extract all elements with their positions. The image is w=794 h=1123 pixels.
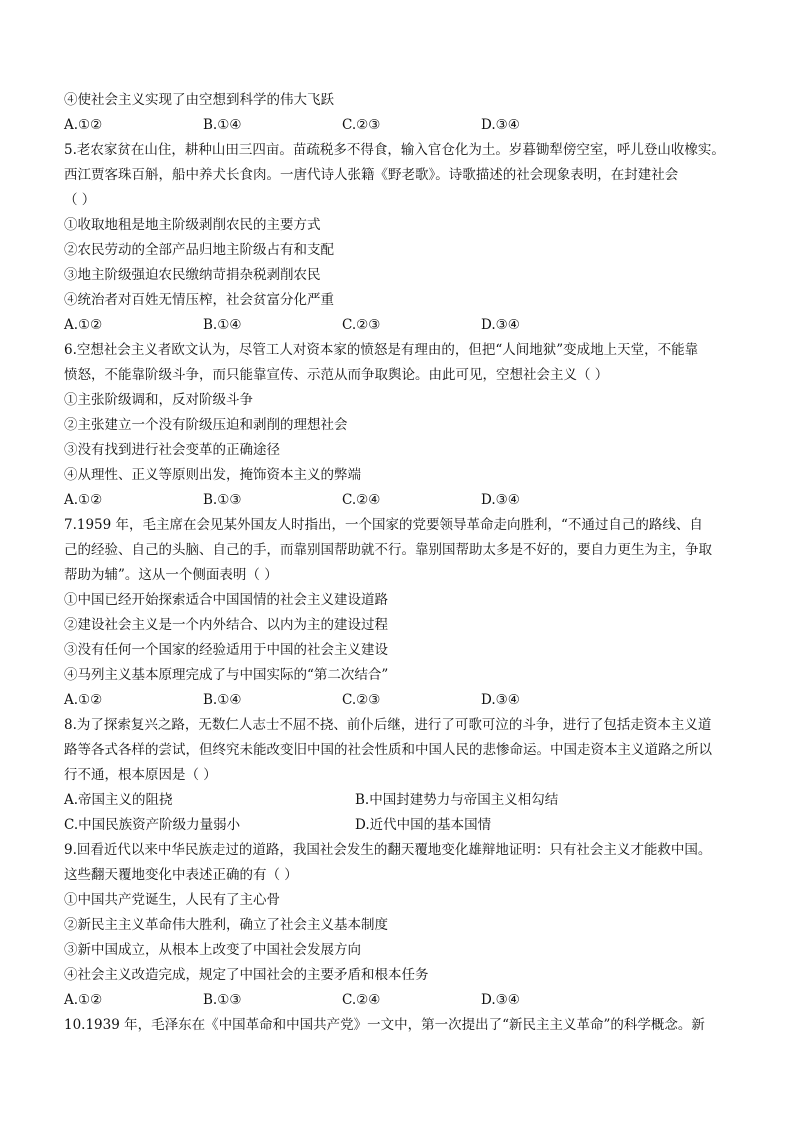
q9-option-c: C.②④ (342, 992, 381, 1008)
q9-item-1: ①中国共产党诞生，人民有了主心骨 (64, 892, 280, 908)
q6-stem-line-2: 愤怒，不能靠阶级斗争，而只能靠宣传、示范从而争取舆论。由此可见，空想社会主义（ ） (64, 367, 609, 383)
q9-item-4: ④社会主义改造完成，规定了中国社会的主要矛盾和根本任务 (64, 967, 429, 983)
q7-options (64, 688, 754, 713)
q4-option-d: D.③④ (481, 117, 520, 133)
q7-item-4: ④马列主义基本原理完成了与中国实际的“第二次结合” (64, 667, 389, 683)
q10-stem-line-1: 10.1939 年，毛泽东在《中国革命和中国共产党》一文中，第一次提出了“新民主主义革命”的科学概念。新 (64, 1017, 705, 1033)
q7-item-1: ①中国已经开始探索适合中国国情的社会主义建设道路 (64, 592, 388, 608)
q4-item-4: ④使社会主义实现了由空想到科学的伟大飞跃 (64, 92, 334, 108)
q9-option-a: A.①② (64, 992, 103, 1008)
q7-item-2: ②建设社会主义是一个内外结合、以内为主的建设过程 (64, 617, 388, 633)
q8-stem-line-1: 8.为了探索复兴之路，无数仁人志士不屈不挠、前仆后继，进行了可歌可泣的斗争，进行了包括走资本主义道 (64, 717, 712, 733)
q5-item-1: ①收取地租是地主阶级剥削农民的主要方式 (64, 217, 321, 233)
q6-option-b: B.①③ (203, 492, 242, 508)
q9-item-3: ③新中国成立，从根本上改变了中国社会发展方向 (64, 942, 361, 958)
q7-stem-line-2: 己的经验、自己的头脑、自己的手，而靠别国帮助就不行。靠别国帮助太多是不好的，要自力更生为主，争取 (64, 542, 712, 558)
q4-option-c: C.②③ (342, 117, 381, 133)
q5-item-2: ②农民劳动的全部产品归地主阶级占有和支配 (64, 242, 334, 258)
q7-stem-line-3: 帮助为辅”。这从一个侧面表明（ ） (64, 567, 278, 583)
q5-option-a: A.①② (64, 317, 103, 333)
q8-stem-line-3: 行不通，根本原因是（ ） (64, 767, 217, 783)
q9-stem-line-2: 这些翻天覆地变化中表述正确的有（ ） (64, 867, 298, 883)
q4-option-b: B.①④ (203, 117, 242, 133)
q8-options-row-2 (64, 813, 754, 838)
q5-option-b: B.①④ (203, 317, 242, 333)
q6-item-2: ②主张建立一个没有阶级压迫和剥削的理想社会 (64, 417, 348, 433)
q8-stem-line-2: 路等各式各样的尝试，但终究未能改变旧中国的社会性质和中国人民的悲惨命运。中国走资本主义道路之所以 (64, 742, 712, 758)
q7-option-b: B.①④ (203, 692, 242, 708)
q8-options-row-1 (64, 788, 754, 813)
q9-options (64, 988, 754, 1013)
q5-item-4: ④统治者对百姓无情压榨，社会贫富分化严重 (64, 292, 334, 308)
q5-option-c: C.②③ (342, 317, 381, 333)
q6-item-4: ④从理性、正义等原则出发，掩饰资本主义的弊端 (64, 467, 361, 483)
q8-option-c: C.中国民族资产阶级力量弱小 (64, 817, 241, 833)
q7-item-3: ③没有任何一个国家的经验适用于中国的社会主义建设 (64, 642, 388, 658)
q5-option-d: D.③④ (481, 317, 520, 333)
q4-option-a: A.①② (64, 117, 103, 133)
q6-options (64, 488, 754, 513)
q7-stem-line-1: 7.1959 年，毛主席在会见某外国友人时指出，一个国家的党要领导革命走向胜利，“不通过自己的路线、自 (64, 517, 703, 533)
q5-stem-line-2: 西江贾客珠百斛，船中养犬长食肉。一唐代诗人张籍《野老歌》。诗歌描述的社会现象表明，在封建社会 (64, 167, 679, 183)
q7-option-a: A.①② (64, 692, 103, 708)
q5-item-3: ③地主阶级强迫农民缴纳苛捐杂税剥削农民 (64, 267, 321, 283)
q9-stem-line-1: 9.回看近代以来中华民族走过的道路，我国社会发生的翻天覆地变化雄辩地证明：只有社会主义才能救中国。 (64, 842, 712, 858)
q5-stem-line-3: （ ） (64, 192, 96, 208)
q7-option-d: D.③④ (481, 692, 520, 708)
q6-stem-line-1: 6.空想社会主义者欧文认为，尽管工人对资本家的愤怒是有理由的，但把“人间地狱”变成地上天堂，不能靠 (64, 342, 699, 358)
q9-option-b: B.①③ (203, 992, 242, 1008)
q6-option-d: D.③④ (481, 492, 520, 508)
q8-option-b: B.中国封建势力与帝国主义相勾结 (355, 792, 559, 808)
q6-option-c: C.②④ (342, 492, 381, 508)
q8-option-d: D.近代中国的基本国情 (355, 817, 492, 833)
q5-stem-line-1: 5.老农家贫在山住，耕种山田三四亩。苗疏税多不得食，输入官仓化为土。岁暮锄犁傍空室，呼儿登山收橡实。 (64, 142, 725, 158)
q6-item-3: ③没有找到进行社会变革的正确途径 (64, 442, 280, 458)
q9-item-2: ②新民主主义革命伟大胜利，确立了社会主义基本制度 (64, 917, 388, 933)
q4-options (64, 113, 754, 138)
q7-option-c: C.②③ (342, 692, 381, 708)
q6-item-1: ①主张阶级调和，反对阶级斗争 (64, 392, 253, 408)
q6-option-a: A.①② (64, 492, 103, 508)
q8-option-a: A.帝国主义的阻挠 (64, 792, 173, 808)
q9-option-d: D.③④ (481, 992, 520, 1008)
q5-options (64, 313, 754, 338)
